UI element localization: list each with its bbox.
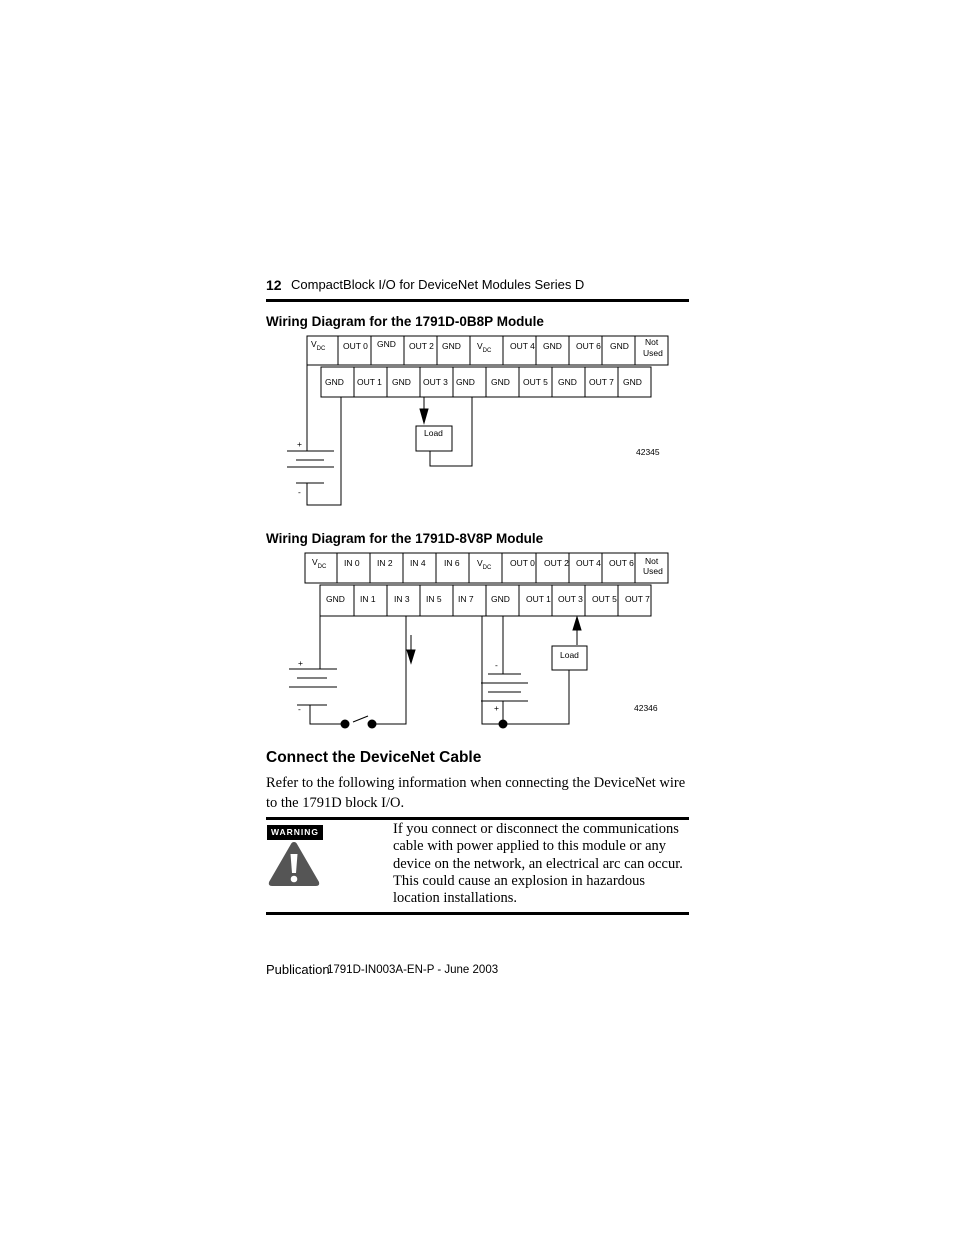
d2-bot-4: IN 7 xyxy=(458,594,474,604)
d1-top-3: OUT 2 xyxy=(409,341,434,351)
d1-vdc-1: $V_{DC}$ xyxy=(311,339,326,352)
d1-bot-8: OUT 7 xyxy=(589,377,614,387)
section-heading: Connect the DeviceNet Cable xyxy=(266,749,482,766)
d2-bot-3: IN 5 xyxy=(426,594,442,604)
d2-not: Not xyxy=(645,556,659,566)
d2-battery-1 xyxy=(289,669,337,705)
d1-bot-3: OUT 3 xyxy=(423,377,448,387)
d1-bot-5: GND xyxy=(491,377,510,387)
d1-bot-4: GND xyxy=(456,377,475,387)
d1-minus: - xyxy=(298,487,301,497)
d2-top-6: OUT 0 xyxy=(510,558,535,568)
d2-top-2: IN 2 xyxy=(377,558,393,568)
d1-top-4: GND xyxy=(442,341,461,351)
d1-top-2: GND xyxy=(377,339,396,349)
warning-triangle-icon xyxy=(266,840,322,890)
d1-bot-7: GND xyxy=(558,377,577,387)
d2-minus-1: - xyxy=(298,704,301,714)
d2-top-8: OUT 4 xyxy=(576,558,601,568)
d1-load-label: Load xyxy=(424,428,443,438)
d2-vdc-1: $V_{DC}$ xyxy=(312,557,327,570)
d1-plus: + xyxy=(297,439,302,449)
d1-used: Used xyxy=(643,348,663,358)
footer-publication-id: 1791D-IN003A-EN-P - June 2003 xyxy=(327,964,499,976)
d1-top-1: OUT 0 xyxy=(343,341,368,351)
d2-plus-1: + xyxy=(298,658,303,668)
diagram1-heading: Wiring Diagram for the 1791D-0B8P Module xyxy=(266,314,544,329)
d2-bot-2: IN 3 xyxy=(394,594,410,604)
d2-top-9: OUT 6 xyxy=(609,558,634,568)
d1-top-8: OUT 6 xyxy=(576,341,601,351)
warning-top-rule xyxy=(266,817,689,820)
warning-text: If you connect or disconnect the communications cable with power applied to this module or any device on the network, an electrical arc can occur. This could cause an explosion in hazardous location installations. xyxy=(393,821,683,907)
d2-plus-2: + xyxy=(494,703,499,713)
d2-switch-contact-left xyxy=(341,720,350,729)
d1-bot-6: OUT 5 xyxy=(523,377,548,387)
d2-used: Used xyxy=(643,566,663,576)
d2-vdc-2: $V_{DC}$ xyxy=(477,558,492,571)
section-body: Refer to the following information when connecting the DeviceNet wire to the 1791D block I/O. xyxy=(266,775,686,811)
d1-top-7: GND xyxy=(543,341,562,351)
diagram2-heading: Wiring Diagram for the 1791D-8V8P Module xyxy=(266,531,544,546)
d1-not: Not xyxy=(645,337,659,347)
d2-switch-contact-right xyxy=(368,720,377,729)
d2-bot-6: OUT 1 xyxy=(526,594,551,604)
d2-bot-1: IN 1 xyxy=(360,594,376,604)
d2-figure-number: 42346 xyxy=(634,703,658,713)
d1-top-9: GND xyxy=(610,341,629,351)
running-header: CompactBlock I/O for DeviceNet Modules Series D xyxy=(291,277,585,292)
d2-top-3: IN 4 xyxy=(410,558,426,568)
d1-top-6: OUT 4 xyxy=(510,341,535,351)
d2-top-1: IN 0 xyxy=(344,558,360,568)
d1-bot-1: OUT 1 xyxy=(357,377,382,387)
d2-top-4: IN 6 xyxy=(444,558,460,568)
d1-bot-9: GND xyxy=(623,377,642,387)
footer-publication-label: Publication xyxy=(266,962,330,977)
d2-bot-7: OUT 3 xyxy=(558,594,583,604)
d2-wiring xyxy=(310,616,587,724)
d2-bot-0: GND xyxy=(326,594,345,604)
d1-bot-0: GND xyxy=(325,377,344,387)
d2-bot-8: OUT 5 xyxy=(592,594,617,604)
d2-top-7: OUT 2 xyxy=(544,558,569,568)
d2-junction-dot xyxy=(499,720,508,729)
page-number: 12 xyxy=(266,277,282,293)
d1-bot-2: GND xyxy=(392,377,411,387)
d2-load-label: Load xyxy=(560,650,579,660)
d1-vdc-2: $V_{DC}$ xyxy=(477,341,492,354)
d2-minus-2: - xyxy=(495,660,498,670)
d2-bot-5: GND xyxy=(491,594,510,604)
d2-battery-2 xyxy=(481,674,528,724)
d2-bot-9: OUT 7 xyxy=(625,594,650,604)
warning-bottom-rule xyxy=(266,912,689,915)
warning-badge: WARNING xyxy=(267,825,323,840)
d1-figure-number: 42345 xyxy=(636,447,660,457)
